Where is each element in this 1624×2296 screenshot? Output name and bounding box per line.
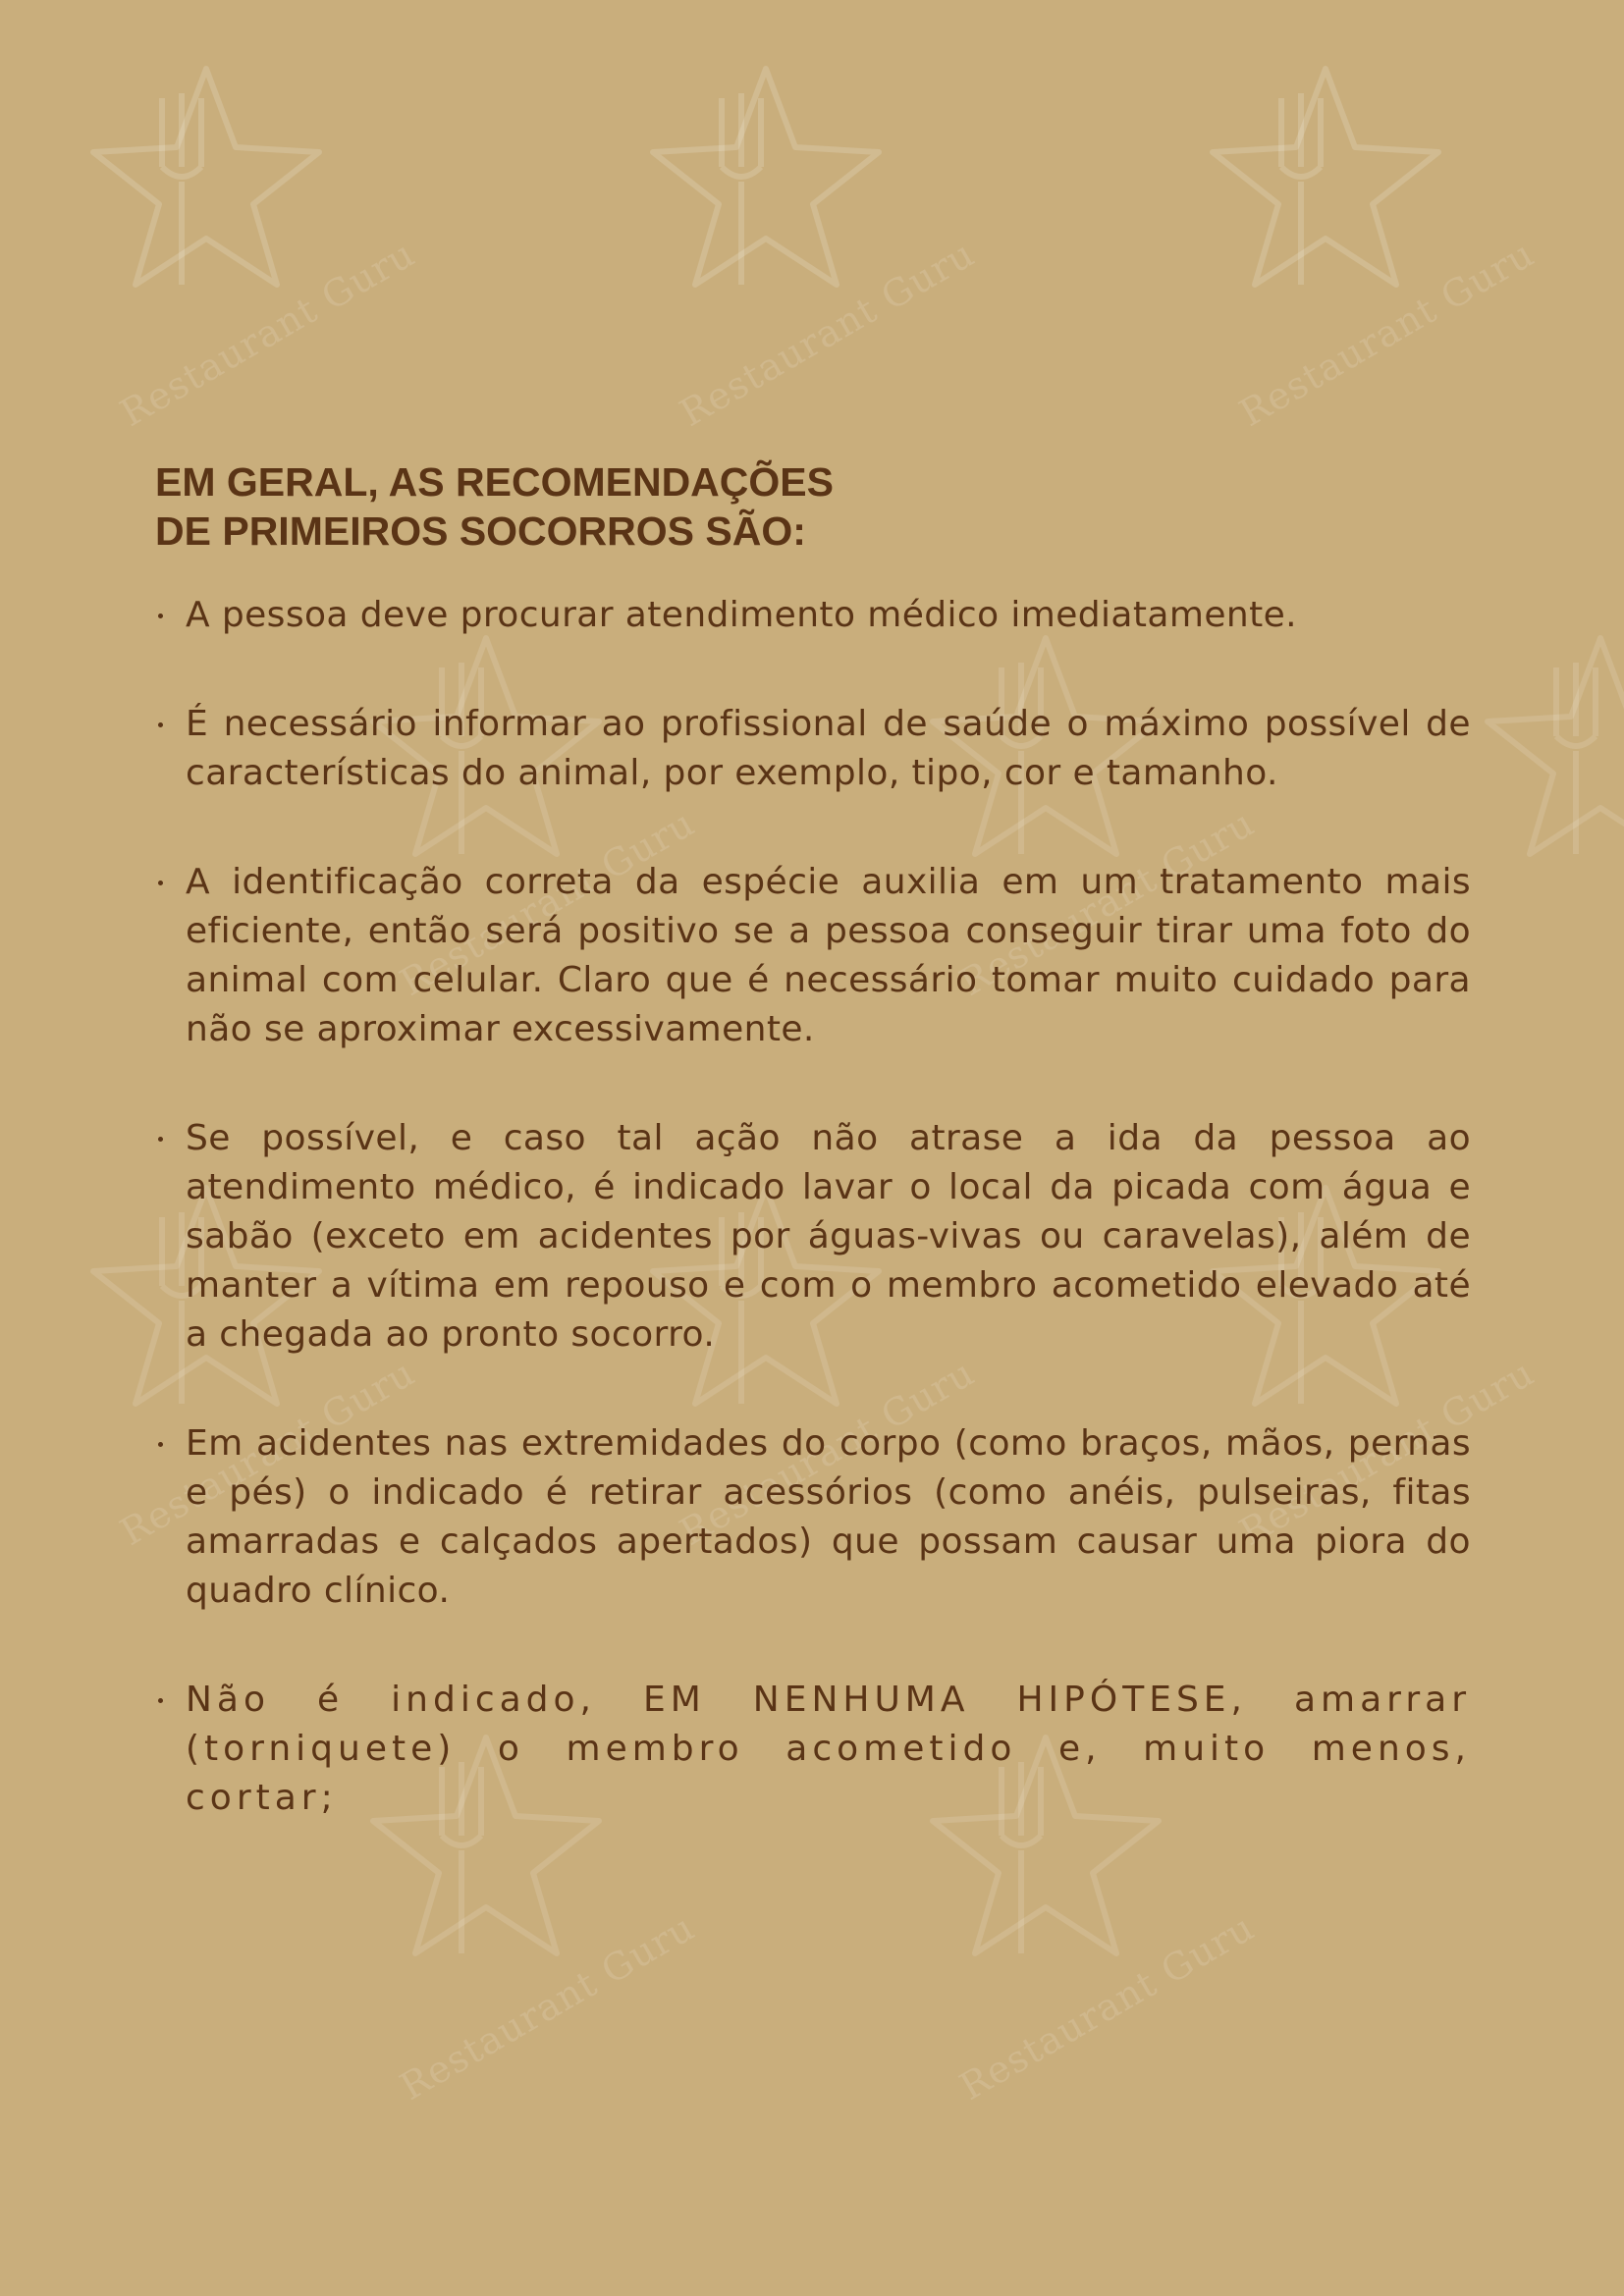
watermark-text: Restaurant Guru <box>952 800 1262 1005</box>
watermark-text: Restaurant Guru <box>1232 1350 1542 1555</box>
watermark-logo-icon <box>1453 609 1624 903</box>
list-item: Em acidentes nas extremidades do corpo (como braços, mãos, pernas e pés) o indicado é retirar acessórios (como anéis, pulseiras, fitas amarradas e calçados apertados) que possam causar uma piora do quadro clínico. <box>155 1419 1471 1616</box>
watermark-text: Restaurant Guru <box>673 231 982 436</box>
page-title <box>155 457 1471 556</box>
watermark-text: Restaurant Guru <box>1232 231 1542 436</box>
watermark-text: Restaurant Guru <box>113 231 422 436</box>
list-item: Não é indicado, EM NENHUMA HIPÓTESE, amarrar (torniquete) o membro acometido e, muito menos, cortar; <box>155 1676 1471 1823</box>
document-body <box>155 457 1471 1883</box>
recommendation-list <box>155 591 1471 1823</box>
watermark-text: Restaurant Guru <box>952 1904 1262 2109</box>
list-item: A identificação correta da espécie auxilia em um tratamento mais eficiente, então será positivo se a pessoa conseguir tirar uma foto do animal com celular. Claro que é necessário tomar muito cuidado para não se aproximar excessivamente. <box>155 858 1471 1054</box>
watermark-logo-icon <box>1178 39 1473 334</box>
page-title-line-1: EM GERAL, AS RECOMENDAÇÕES <box>155 459 834 505</box>
watermark-text: Restaurant Guru <box>393 1904 702 2109</box>
page-title-line-2: DE PRIMEIROS SOCORROS SÃO: <box>155 508 806 554</box>
watermark-text: Restaurant Guru <box>673 1350 982 1555</box>
list-item: É necessário informar ao profissional de saúde o máximo possível de características do animal, por exemplo, tipo, cor e tamanho. <box>155 700 1471 798</box>
list-item: Se possível, e caso tal ação não atrase a ida da pessoa ao atendimento médico, é indicado lavar o local da picada com água e sabão (exceto em acidentes por águas-vivas ou caravelas), além de manter a vítima em repouso e com o membro acometido elevado até a chegada ao pronto socorro. <box>155 1114 1471 1360</box>
watermark-text: Restaurant Guru <box>393 800 702 1005</box>
watermark-logo-icon <box>619 39 913 334</box>
watermark-logo-icon <box>59 39 353 334</box>
list-item: A pessoa deve procurar atendimento médico imediatamente. <box>155 591 1471 640</box>
watermark-text: Restaurant Guru <box>113 1350 422 1555</box>
